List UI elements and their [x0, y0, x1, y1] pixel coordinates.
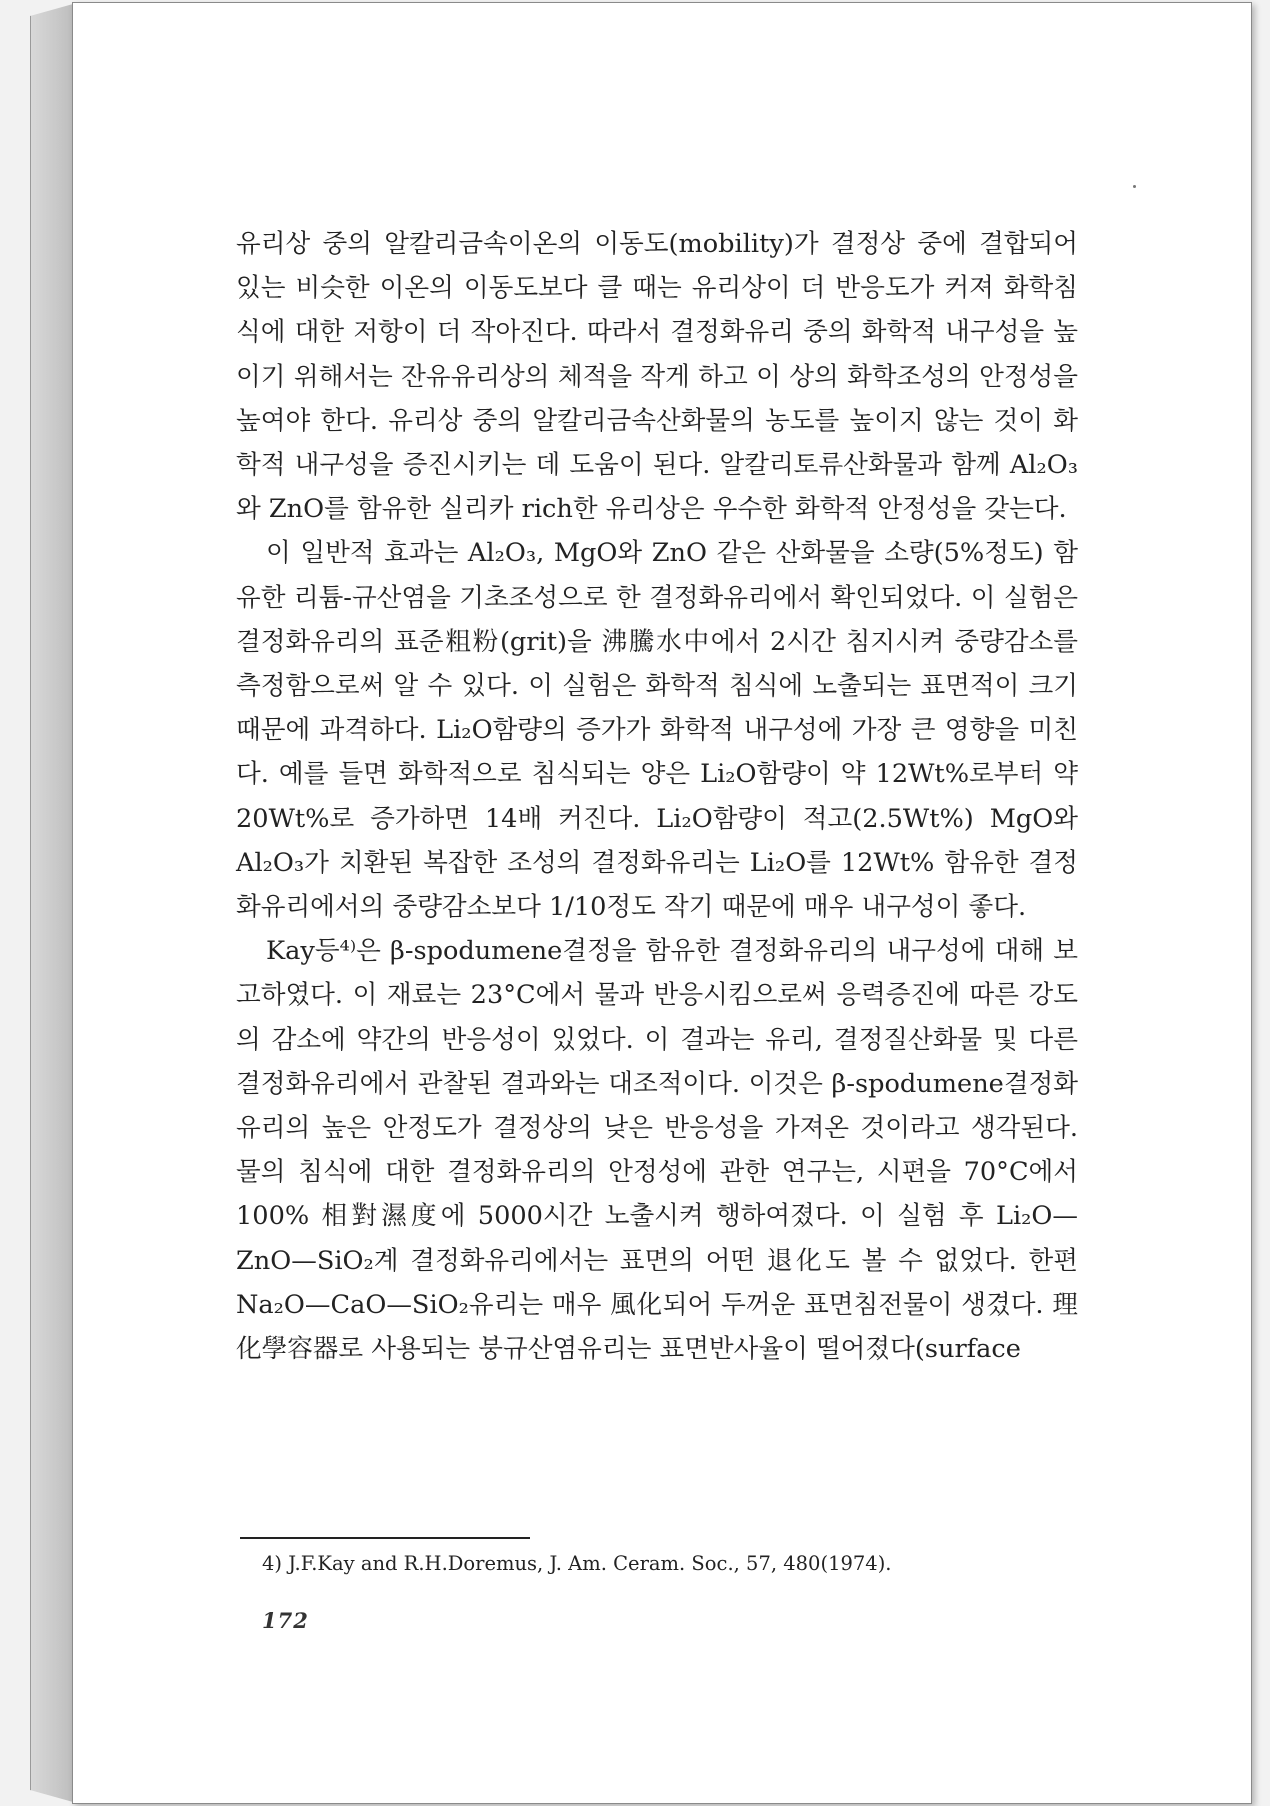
body-text	[236, 222, 1078, 1371]
paragraph-3: Kay등⁴⁾은 β-spodumene결정을 함유한 결정화유리의 내구성에 대해 보고하였다. 이 재료는 23°C에서 물과 반응시킴으로써 응력증진에 따른 강도의 감소에 약간의 반응성이 있었다. 이 결과는 유리, 결정질산화물 및 다른 결정화유리에서 관찰된 결과와는 대조적이다. 이것은 β-spodumene결정화유리의 높은 안정도가 결정상의 낮은 반응성을 가져온 것이라고 생각된다. 물의 침식에 대한 결정화유리의 안정성에 관한 연구는, 시편을 70°C에서 100% 相對濕度에 5000시간 노출시켜 행하여졌다. 이 실험 후 Li₂O—ZnO—SiO₂계 결정화유리에서는 표면의 어떤 退化도 볼 수 없었다. 한편 Na₂O—CaO—SiO₂유리는 매우 風化되어 두꺼운 표면침전물이 생겼다. 理化學容器로 사용되는 붕규산염유리는 표면반사율이 떨어졌다(surface	[236, 936, 1078, 1365]
page-number: 172	[262, 1608, 309, 1633]
scan-speck	[1133, 185, 1136, 188]
footnote: 4) J.F.Kay and R.H.Doremus, J. Am. Ceram. Soc., 57, 480(1974).	[262, 1552, 892, 1575]
footnote-rule	[240, 1537, 530, 1539]
paragraph-1: 유리상 중의 알칼리금속이온의 이동도(mobility)가 결정상 중에 결합되어 있는 비슷한 이온의 이동도보다 클 때는 유리상이 더 반응도가 커져 화학침식에 대한 저항이 더 작아진다. 따라서 결정화유리 중의 화학적 내구성을 높이기 위해서는 잔유유리상의 체적을 작게 하고 이 상의 화학조성의 안정성을 높여야 한다. 유리상 중의 알칼리금속산화물의 농도를 높이지 않는 것이 화학적 내구성을 증진시키는 데 도움이 된다. 알칼리토류산화물과 함께 Al₂O₃와 ZnO를 함유한 실리카 rich한 유리상은 우수한 화학적 안정성을 갖는다.	[236, 229, 1078, 525]
book-spine	[30, 4, 73, 1802]
paragraph-2: 이 일반적 효과는 Al₂O₃, MgO와 ZnO 같은 산화물을 소량(5%정도) 함유한 리튬-규산염을 기초조성으로 한 결정화유리에서 확인되었다. 이 실험은 결정화유리의 표준粗粉(grit)을 沸騰水中에서 2시간 침지시켜 중량감소를 측정함으로써 알 수 있다. 이 실험은 화학적 침식에 노출되는 표면적이 크기 때문에 과격하다. Li₂O함량의 증가가 화학적 내구성에 가장 큰 영향을 미친다. 예를 들면 화학적으로 침식되는 양은 Li₂O함량이 약 12Wt%로부터 약 20Wt%로 증가하면 14배 커진다. Li₂O함량이 적고(2.5Wt%) MgO와 Al₂O₃가 치환된 복잡한 조성의 결정화유리는 Li₂O를 12Wt% 함유한 결정화유리에서의 중량감소보다 1/10정도 작기 때문에 매우 내구성이 좋다.	[236, 538, 1078, 923]
